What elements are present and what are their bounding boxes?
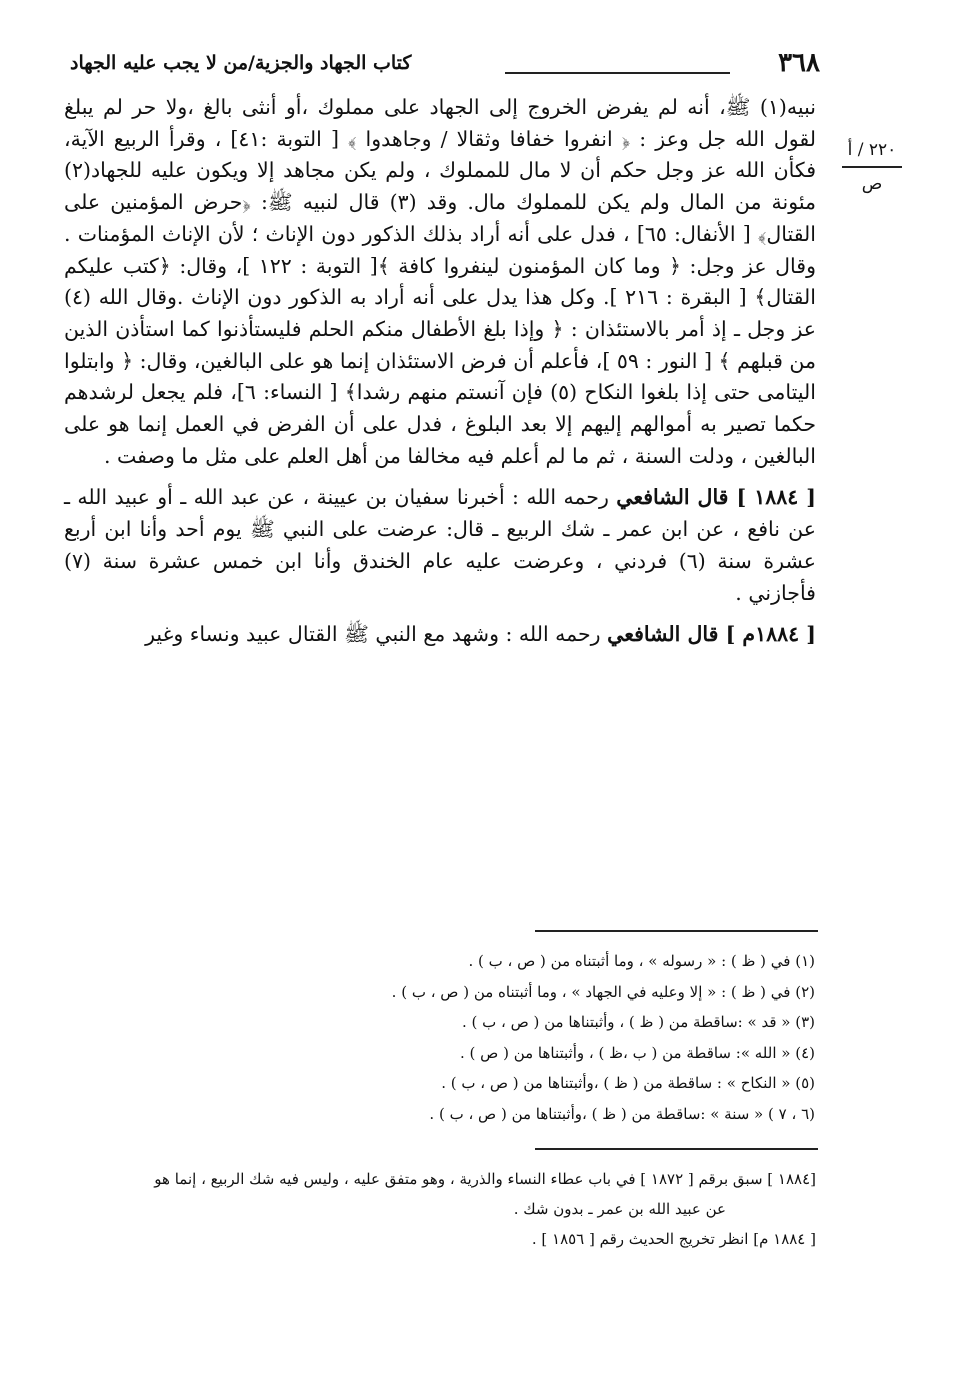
- header-rule: [505, 72, 730, 74]
- takhrij-notes: [64, 1164, 816, 1254]
- notes-separator: [535, 1148, 818, 1150]
- footnotes: [300, 946, 815, 1129]
- note-1884-cont: عن عبيد الله بن عمر ـ بدون شك .: [513, 1200, 726, 1218]
- page-header: [70, 48, 820, 88]
- manuscript-siglum: ص: [861, 174, 883, 194]
- footnote-2: (٢) في ( ظ ) : « إلا وعليه في الجهاد » ، وما أثبتناه من ( ص ، ب ) .: [391, 982, 815, 1001]
- margin-manuscript-reference: [842, 138, 902, 194]
- hadith-text-1884m: رحمه الله : وشهد مع النبي ﷺ القتال عبيد ونساء وغير: [145, 622, 601, 647]
- footnote-1: (١) في ( ظ ) : « رسوله » ، وما أثبتناه من ( ص ، ب ) .: [468, 952, 815, 970]
- paragraph-1: نبيه(١) ﷺ، أنه لم يفرض الخروج إلى الجهاد على مملوك ،أو أنثى بالغ ،ولا حر لم يبلغ لقول الله جل وعز : ﴿ انفروا خفافا وثقالا / وجاهدوا ﴾ [ التوبة :٤١] ، وقرأ الربيع الآية، فكأن الله عز وجل حكم أن لا مال للمملوك ، ولم يكن مجاهد إلا ويكون عليه للجهاد(٢) مئونة من المال ولم يكن للمملوك مال. وقد (٣) قال لنبيه ﷺ: ﴿حرض المؤمنين على القتال﴾ [ الأنفال: ٦٥] ، فدل على أنه أراد بذلك الذكور دون الإناث ؛ لأن الإناث المؤمنات . وقال عز وجل: ﴿ وما كان المؤمنون لينفروا كافة ﴾[ التوبة : ١٢٢ ]، وقال: ﴿كتب عليكم القتال﴾ [ البقرة : ٢١٦ ]. وكل هذا يدل على أنه أراد به الذكور دون الإناث .وقال الله (٤) عز وجل ـ إذ أمر بالاستئذان : ﴿ وإذا بلغ الأطفال منكم الحلم فليستأذنوا كما استأذن الذين من قبلهم ﴾ [ النور : ٥٩ ]، فأعلم أن فرض الاستئذان إنما هو على البالغين، وقال: ﴿ وابتلوا اليتامى حتى إذا بلغوا النكاح (٥) فإن آنستم منهم رشدا﴾ [ النساء: ٦]، فلم يجعل لرشدهم حكما تصير به أموالهم إليهم إلا بعد البلوغ ، فدل على أن الفرض في العمل إنما هو على البالغين ، ودلت السنة ، ثم ما لم أعلم فيه مخالفا من أهل العلم على مثل ما وصفت .: [64, 95, 817, 468]
- note-1884: [١٨٨٤ ] سبق برقم [ ١٨٧٢ ] في باب عطاء النساء والذرية ، وهو متفق عليه ، وليس فيه شك الربيع ، إنما هو: [154, 1170, 816, 1188]
- footnote-5: (٥) « النكاح » : ساقطة من ( ظ ) ،وأثبتناها من ( ص ، ب ) .: [441, 1074, 815, 1092]
- folio-reference: ٢٢٠ / أ: [842, 138, 902, 168]
- footnote-6-7: (٦ ، ٧ ) « سنة » :ساقطة من ( ظ ) ،وأثبتناها من ( ص ، ب ) .: [429, 1104, 815, 1123]
- paragraph-1884m: [64, 619, 816, 651]
- running-title: كتاب الجهاد والجزية/من لا يجب عليه الجهاد: [70, 52, 412, 74]
- footnote-4: (٤) « الله »: ساقطة من ( ب ،ظ ) ، وأثبتناها من ( ص ) .: [460, 1043, 815, 1062]
- hadith-number-1884: [ ١٨٨٤ ] قال الشافعي: [616, 485, 816, 510]
- note-1884m: [ ١٨٨٤ م] انظر تخريج الحديث رقم [ ١٨٥٦ ] .: [531, 1230, 816, 1248]
- paragraph-1884: [64, 482, 816, 609]
- footnote-separator: [535, 930, 818, 932]
- page-number: ٣٦٨: [778, 48, 820, 78]
- main-text: [64, 92, 816, 661]
- hadith-number-1884m: [ ١٨٨٤م ] قال الشافعي: [607, 622, 816, 647]
- hadith-text-1884: رحمه الله : أخبرنا سفيان بن عيينة ، عن عبد الله ـ أو عبيد الله ـ عن نافع ، عن ابن عمر ـ شك الربيع ـ قال: عرضت على النبي ﷺ يوم أحد وأنا ابن أربع عشرة سنة (٦) فردني ، وعرضت عليه عام الخندق وأنا ابن خمس عشرة سنة (٧) فأجازني .: [64, 485, 816, 605]
- footnote-3: (٣) « قد » :ساقطة من ( ظ ) ، وأثبتناها من ( ص ، ب ) .: [461, 1013, 815, 1031]
